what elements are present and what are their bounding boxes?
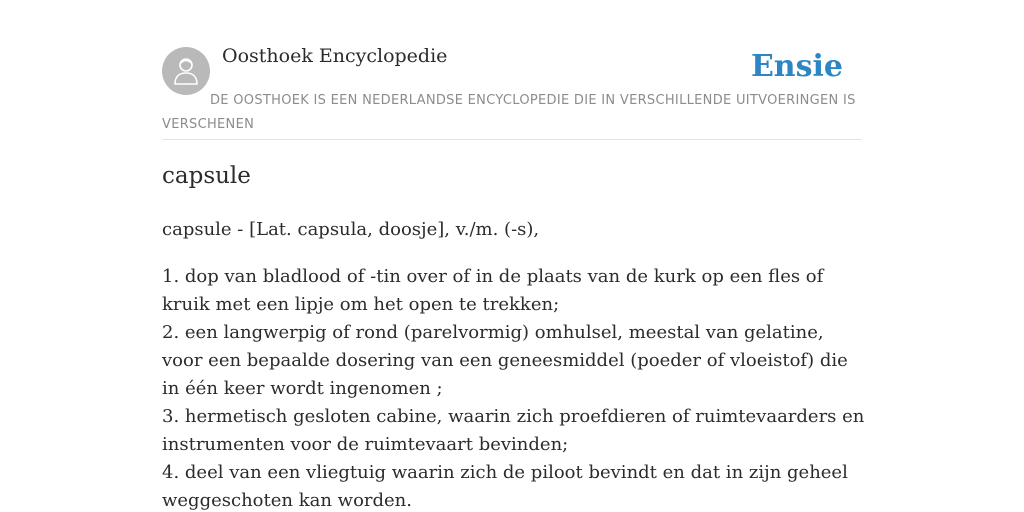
main-container — [162, 0, 865, 511]
entry-content — [162, 216, 866, 512]
entry-title: capsule — [162, 163, 251, 189]
source-avatar[interactable] — [162, 47, 210, 95]
brand-logo-link[interactable]: Ensie — [750, 49, 843, 84]
definition-item: 2. een langwerpig of rond (parelvormig) omhulsel, meestal van gelatine, voor een bepaalde dosering van een geneesmiddel (poeder of vloeistof) die in één keer wordt ingenomen ; — [162, 322, 848, 399]
definitions-list — [162, 263, 866, 512]
headword-line: capsule - [Lat. capsula, doosje], v./m. (-s), — [162, 219, 540, 240]
user-icon — [172, 56, 200, 86]
definition-item: 1. dop van bladlood of -tin over of in de plaats van de kurk op een fles of kruik met een lipje om het open te trekken; — [162, 266, 824, 315]
definition-item: 4. deel van een vliegtuig waarin zich de piloot bevindt en dat in zijn geheel weggeschoten kan worden. — [162, 462, 848, 511]
source-name-link[interactable]: Oosthoek Encyclopedie — [222, 45, 448, 67]
source-header — [162, 0, 862, 140]
source-description: DE OOSTHOEK IS EEN NEDERLANDSE ENCYCLOPEDIE DIE IN VERSCHILLENDE UITVOERINGEN IS VERSCHENEN — [162, 93, 856, 132]
definition-item: 3. hermetisch gesloten cabine, waarin zich proefdieren of ruimtevaarders en instrumenten voor de ruimtevaart bevinden; — [162, 406, 865, 455]
